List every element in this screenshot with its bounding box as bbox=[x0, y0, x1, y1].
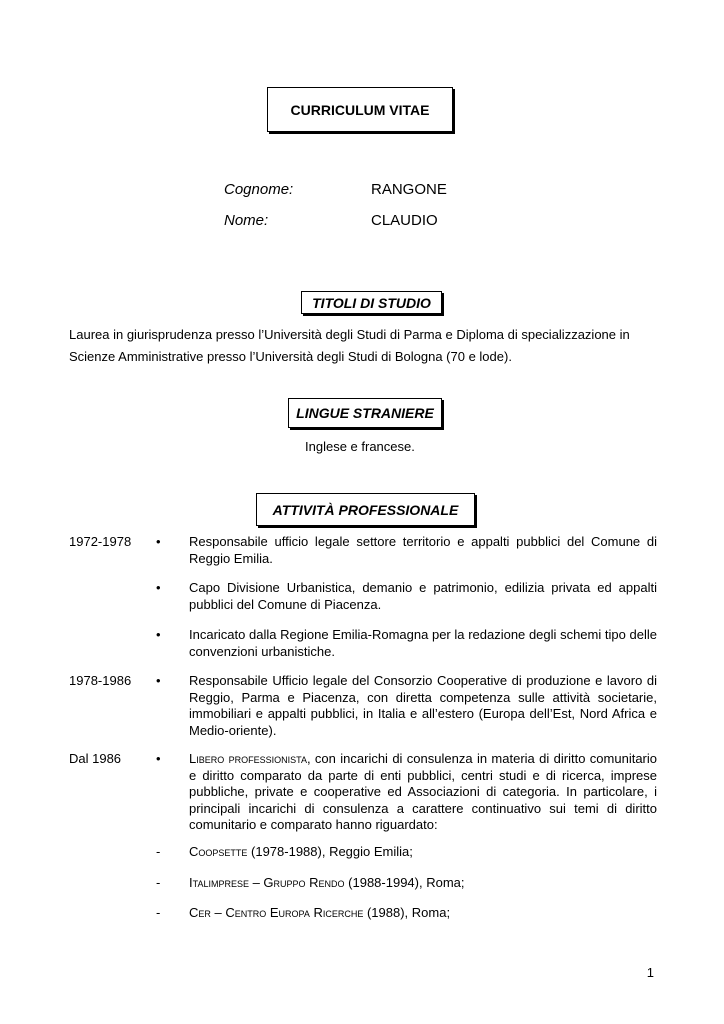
name-value: CLAUDIO bbox=[371, 212, 438, 229]
entry-text: Incaricato dalla Regione Emilia-Romagna per la redazione degli schemi tipo delle convenzioni urbanistiche. bbox=[189, 627, 657, 659]
languages-heading: LINGUE STRANIERE bbox=[296, 405, 434, 421]
education-heading-box bbox=[301, 291, 442, 314]
subitem-name: Italimprese – Gruppo Rendo bbox=[189, 875, 345, 890]
entry-bullet: • bbox=[156, 627, 161, 642]
education-line-2: Scienze Amministrative presso l’Università degli Studi di Bologna (70 e lode). bbox=[69, 349, 512, 364]
cv-title: CURRICULUM VITAE bbox=[290, 101, 430, 118]
languages-text: Inglese e francese. bbox=[305, 439, 415, 454]
entry-bullet: • bbox=[156, 534, 161, 549]
entry-bullet: • bbox=[156, 751, 161, 766]
entry-year: 1978-1986 bbox=[69, 673, 132, 688]
entry-text: Responsabile Ufficio legale del Consorzio Cooperative di produzione e lavoro di Reggio, Parma e Piacenza, con diretta competenza sulle attività societarie, immobiliari e appalti pubblici, in Italia e all’estero (Europa dell’Est, Nord Africa e Medio-oriente). bbox=[189, 673, 657, 738]
subitem bbox=[189, 844, 657, 861]
activity-heading-box bbox=[256, 493, 475, 526]
entry-text: Capo Divisione Urbanistica, demanio e patrimonio, edilizia privata ed appalti pubblici del Comune di Piacenza. bbox=[189, 580, 657, 612]
subitem bbox=[189, 875, 657, 892]
name-label: Nome: bbox=[224, 212, 269, 229]
subitem-detail: (1978-1988), Reggio Emilia; bbox=[247, 844, 413, 859]
subitem bbox=[189, 905, 657, 922]
page-number: 1 bbox=[646, 965, 654, 980]
languages-heading-box bbox=[288, 398, 442, 428]
subitem-dash: - bbox=[156, 875, 161, 890]
subitem-detail: (1988), Roma; bbox=[363, 905, 451, 920]
entry-year: Dal 1986 bbox=[69, 751, 122, 766]
entry-bullet: • bbox=[156, 580, 161, 595]
cv-title-box bbox=[267, 87, 453, 132]
subitem-name: Cer – Centro Europa Ricerche bbox=[189, 905, 364, 920]
subitem-dash: - bbox=[156, 905, 161, 920]
surname-label: Cognome: bbox=[224, 181, 294, 198]
entry-year: 1972-1978 bbox=[69, 534, 132, 549]
education-line-1: Laurea in giurisprudenza presso l’Università degli Studi di Parma e Diploma di specializzazione in bbox=[69, 327, 630, 342]
surname-value: RANGONE bbox=[371, 181, 447, 198]
entry-text bbox=[189, 751, 657, 834]
entry-text: Responsabile ufficio legale settore territorio e appalti pubblici del Comune di Reggio Emilia. bbox=[189, 534, 657, 566]
entry-body: , con incarichi di consulenza in materia di diritto comunitario e diritto comparato da parte di enti pubblici, centri studi e di ricerca, imprese pubbliche, private e cooperative ed Associazioni di categoria. In particolare, i principali incarichi di consulenza a carattere continuativo sui temi di diritto comunitario e comparato hanno riguardato: bbox=[189, 751, 657, 832]
entry-lead: Libero professionista bbox=[189, 751, 307, 766]
subitem-detail: (1988-1994), Roma; bbox=[344, 875, 465, 890]
activity-heading: ATTIVITÀ PROFESSIONALE bbox=[272, 501, 459, 518]
subitem-dash: - bbox=[156, 844, 161, 859]
subitem-name: Coopsette bbox=[189, 844, 248, 859]
entry-bullet: • bbox=[156, 673, 161, 688]
education-heading: TITOLI DI STUDIO bbox=[312, 294, 431, 311]
